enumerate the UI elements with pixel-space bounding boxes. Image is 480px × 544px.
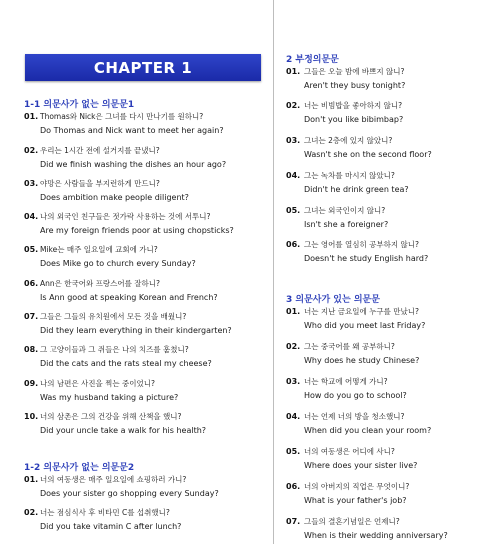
item-number: 01. bbox=[24, 112, 39, 121]
item-number: 05. bbox=[24, 245, 39, 254]
korean-sentence: 그들은 오늘 밤에 바쁘지 않니? bbox=[304, 67, 405, 76]
item-number: 07. bbox=[24, 312, 39, 321]
item-number: 04. bbox=[24, 212, 39, 221]
item-number: 04. bbox=[286, 171, 301, 180]
item-number: 06. bbox=[286, 240, 301, 249]
item-number: 10. bbox=[24, 412, 39, 421]
korean-sentence: 그녀는 2층에 있지 않았니? bbox=[304, 136, 393, 145]
english-sentence: Does your sister go shopping every Sunday? bbox=[40, 489, 219, 498]
item-number: 02. bbox=[24, 146, 39, 155]
english-sentence: Did the cats and the rats steal my cheese? bbox=[40, 359, 212, 368]
korean-sentence: 너는 언제 너의 방을 청소했니? bbox=[304, 412, 405, 421]
english-sentence: Was my husband taking a picture? bbox=[40, 393, 179, 402]
korean-sentence: 그녀는 외국인이지 않니? bbox=[304, 206, 386, 215]
item-number: 01. bbox=[286, 67, 301, 76]
korean-sentence: 나의 남편은 사진을 찍는 중이었니? bbox=[40, 379, 155, 388]
column-divider bbox=[273, 0, 274, 544]
korean-sentence: 그는 녹차를 마시지 않았니? bbox=[304, 171, 395, 180]
english-sentence: Did we finish washing the dishes an hour ago? bbox=[40, 160, 227, 169]
korean-sentence: Thomas와 Nick은 그녀를 다시 만나기를 원하니? bbox=[40, 112, 204, 121]
english-sentence: What is your father's job? bbox=[304, 496, 407, 505]
korean-sentence: 너의 여동생은 매주 일요일에 쇼핑하러 가니? bbox=[40, 475, 187, 484]
item-number: 03. bbox=[286, 377, 301, 386]
korean-sentence: 너의 여동생은 어디에 사니? bbox=[304, 447, 395, 456]
korean-sentence: 그는 중국어를 왜 공부하니? bbox=[304, 342, 395, 351]
section-heading-1-1: 1-1 의문사가 없는 의문문1 bbox=[24, 100, 135, 110]
item-number: 07. bbox=[286, 517, 301, 526]
item-number: 04. bbox=[286, 412, 301, 421]
english-sentence: Doesn't he study English hard? bbox=[304, 254, 429, 263]
item-number: 02. bbox=[24, 508, 39, 517]
korean-sentence: 야망은 사람들을 부지런하게 만드니? bbox=[40, 179, 160, 188]
korean-sentence: 너는 지난 금요일에 누구를 만났니? bbox=[304, 307, 419, 316]
chapter-banner bbox=[25, 54, 261, 81]
item-number: 02. bbox=[286, 342, 301, 351]
chapter-title: CHAPTER 1 bbox=[93, 58, 193, 77]
english-sentence: When did you clean your room? bbox=[304, 426, 432, 435]
english-sentence: Does ambition make people diligent? bbox=[40, 193, 189, 202]
item-number: 01. bbox=[24, 475, 39, 484]
english-sentence: How do you go to school? bbox=[304, 391, 407, 400]
korean-sentence: 너는 점심식사 후 비타민 C를 섭취했니? bbox=[40, 508, 170, 517]
english-sentence: Did you take vitamin C after lunch? bbox=[40, 522, 182, 531]
item-number: 06. bbox=[24, 279, 39, 288]
item-number: 01. bbox=[286, 307, 301, 316]
korean-sentence: 너의 아버지의 직업은 무엇이니? bbox=[304, 482, 410, 491]
korean-sentence: 그는 영어를 열심히 공부하지 않니? bbox=[304, 240, 419, 249]
section-heading-3: 3 의문사가 있는 의문문 bbox=[286, 295, 380, 305]
english-sentence: Aren't they busy tonight? bbox=[304, 81, 406, 90]
item-number: 03. bbox=[286, 136, 301, 145]
english-sentence: Are my foreign friends poor at using chopsticks? bbox=[40, 226, 234, 235]
english-sentence: Is Ann good at speaking Korean and French? bbox=[40, 293, 218, 302]
korean-sentence: 그 고양이들과 그 쥐들은 나의 치즈를 훔쳤니? bbox=[40, 345, 189, 354]
item-number: 03. bbox=[24, 179, 39, 188]
english-sentence: Who did you meet last Friday? bbox=[304, 321, 426, 330]
korean-sentence: Ann은 한국어와 프랑스어를 잘하니? bbox=[40, 279, 160, 288]
item-number: 02. bbox=[286, 101, 301, 110]
korean-sentence: 너의 삼촌은 그의 건강을 위해 산책을 했니? bbox=[40, 412, 182, 421]
korean-sentence: 그들의 결혼기념일은 언제니? bbox=[304, 517, 400, 526]
english-sentence: When is their wedding anniversary? bbox=[304, 531, 448, 540]
english-sentence: Didn't he drink green tea? bbox=[304, 185, 409, 194]
item-number: 09. bbox=[24, 379, 39, 388]
korean-sentence: Mike는 매주 일요일에 교회에 가니? bbox=[40, 245, 158, 254]
english-sentence: Do Thomas and Nick want to meet her again? bbox=[40, 126, 224, 135]
item-number: 05. bbox=[286, 206, 301, 215]
korean-sentence: 그들은 그들의 유치원에서 모든 것을 배웠니? bbox=[40, 312, 187, 321]
english-sentence: Does Mike go to church every Sunday? bbox=[40, 259, 196, 268]
korean-sentence: 우리는 1시간 전에 설거지를 끝냈니? bbox=[40, 146, 160, 155]
english-sentence: Did they learn everything in their kindergarten? bbox=[40, 326, 232, 335]
english-sentence: Did your uncle take a walk for his health? bbox=[40, 426, 207, 435]
item-number: 05. bbox=[286, 447, 301, 456]
english-sentence: Where does your sister live? bbox=[304, 461, 418, 470]
korean-sentence: 나의 외국인 친구들은 젓가락 사용하는 것에 서투니? bbox=[40, 212, 211, 221]
english-sentence: Wasn't she on the second floor? bbox=[304, 150, 432, 159]
english-sentence: Don't you like bibimbap? bbox=[304, 115, 404, 124]
section-heading-2: 2 부정의문문 bbox=[286, 55, 339, 65]
korean-sentence: 너는 비빔밥을 좋아하지 않니? bbox=[304, 101, 403, 110]
item-number: 08. bbox=[24, 345, 39, 354]
section-heading-1-2: 1-2 의문사가 없는 의문문2 bbox=[24, 463, 135, 473]
english-sentence: Isn't she a foreigner? bbox=[304, 220, 389, 229]
item-number: 06. bbox=[286, 482, 301, 491]
korean-sentence: 너는 학교에 어떻게 가니? bbox=[304, 377, 388, 386]
english-sentence: Why does he study Chinese? bbox=[304, 356, 420, 365]
